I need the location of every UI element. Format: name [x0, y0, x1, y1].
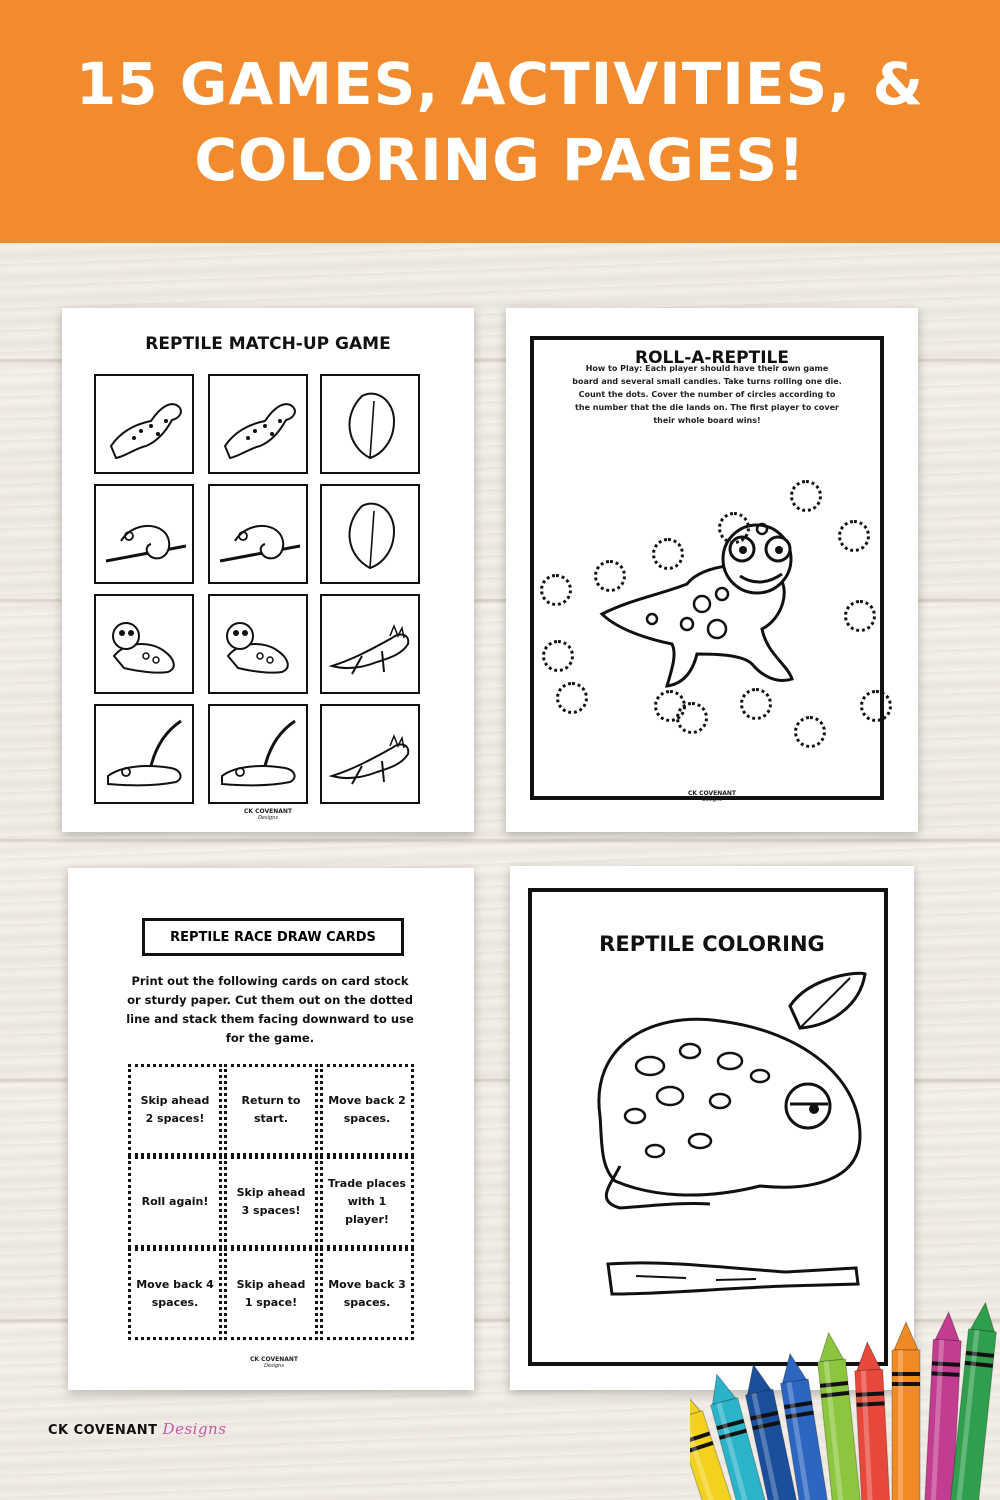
toad-illustration [560, 966, 880, 1216]
coloring-title: REPTILE COLORING [599, 932, 825, 956]
race-draw-card: Return to start. [224, 1064, 318, 1156]
race-brand-script: Designs [264, 1363, 284, 1369]
match-card [208, 594, 308, 694]
race-title: REPTILE RACE DRAW CARDS [142, 918, 404, 956]
match-card [208, 704, 308, 804]
match-card [320, 374, 420, 474]
roll-brand-text: CK COVENANT [687, 790, 736, 797]
cover-circle [540, 574, 572, 606]
footer-brand [48, 1420, 226, 1438]
match-card [208, 374, 308, 474]
race-page [68, 868, 474, 1390]
match-card [320, 594, 420, 694]
race-draw-card: Trade places with 1 player! [320, 1156, 414, 1248]
race-draw-card: Move back 4 spaces. [128, 1248, 222, 1340]
banner-line-2: COLORING PAGES! [194, 125, 806, 194]
banner-line-1: 15 GAMES, ACTIVITIES, & [75, 49, 925, 118]
gecko-icon [210, 596, 306, 692]
race-draw-card: Skip ahead 2 spaces! [128, 1064, 222, 1156]
iguana-icon [322, 706, 418, 802]
cover-circle [794, 716, 826, 748]
gecko-icon [96, 596, 192, 692]
cover-circle [740, 688, 772, 720]
match-card [208, 484, 308, 584]
match-card [320, 704, 420, 804]
matchup-brand [238, 808, 298, 822]
leaf-icon [322, 486, 418, 582]
cover-circle [542, 640, 574, 672]
crocodile-icon [210, 706, 306, 802]
race-draw-card: Roll again! [128, 1156, 222, 1248]
cover-circle [838, 520, 870, 552]
chameleon-icon [210, 486, 306, 582]
race-brand-text: CK COVENANT [249, 1356, 298, 1363]
race-draw-card: Move back 2 spaces. [320, 1064, 414, 1156]
cover-circle [790, 480, 822, 512]
cover-circle [594, 560, 626, 592]
footer-brand-text: CK COVENANT [48, 1423, 158, 1438]
chameleon-icon [96, 486, 192, 582]
matchup-title: REPTILE MATCH-UP GAME [145, 334, 391, 354]
match-card [94, 594, 194, 694]
matchup-page [62, 308, 474, 832]
roll-title: ROLL-A-REPTILE [634, 348, 789, 368]
matchup-brand-text: CK COVENANT [243, 808, 292, 815]
match-card [94, 374, 194, 474]
spotted-salamander-icon [210, 376, 306, 472]
race-draw-card: Skip ahead 3 spaces! [224, 1156, 318, 1248]
crayons-illustration [690, 1250, 1000, 1500]
cover-circle [718, 512, 750, 544]
cover-circle [556, 682, 588, 714]
cover-circle [844, 600, 876, 632]
match-card [94, 484, 194, 584]
race-draw-card: Move back 3 spaces. [320, 1248, 414, 1340]
match-card [94, 704, 194, 804]
race-description: Print out the following cards on card stock or sturdy paper. Cut them out on the dotted line and stack them facing downward to use for the game. [126, 974, 414, 1045]
match-card [320, 484, 420, 584]
iguana-icon [322, 596, 418, 692]
race-draw-card: Skip ahead 1 space! [224, 1248, 318, 1340]
matchup-brand-script: Designs [258, 815, 278, 821]
roll-howto: How to Play: Each player should have their own game board and several small candies. Take turns rolling one die. Count the dots. Cover the number of circles according to the number that the die lands on. The first player to cover their whole board wins! [572, 364, 842, 425]
spotted-salamander-icon [96, 376, 192, 472]
roll-brand-script: Designs [702, 797, 722, 803]
header-banner [0, 0, 1000, 243]
gecko-illustration [592, 504, 842, 694]
roll-page [506, 308, 918, 832]
roll-brand [682, 790, 742, 804]
cover-circle [676, 702, 708, 734]
crocodile-icon [96, 706, 192, 802]
cover-circle [860, 690, 892, 722]
footer-brand-script: Designs [162, 1420, 227, 1438]
leaf-icon [322, 376, 418, 472]
race-brand [244, 1356, 304, 1370]
cover-circle [652, 538, 684, 570]
